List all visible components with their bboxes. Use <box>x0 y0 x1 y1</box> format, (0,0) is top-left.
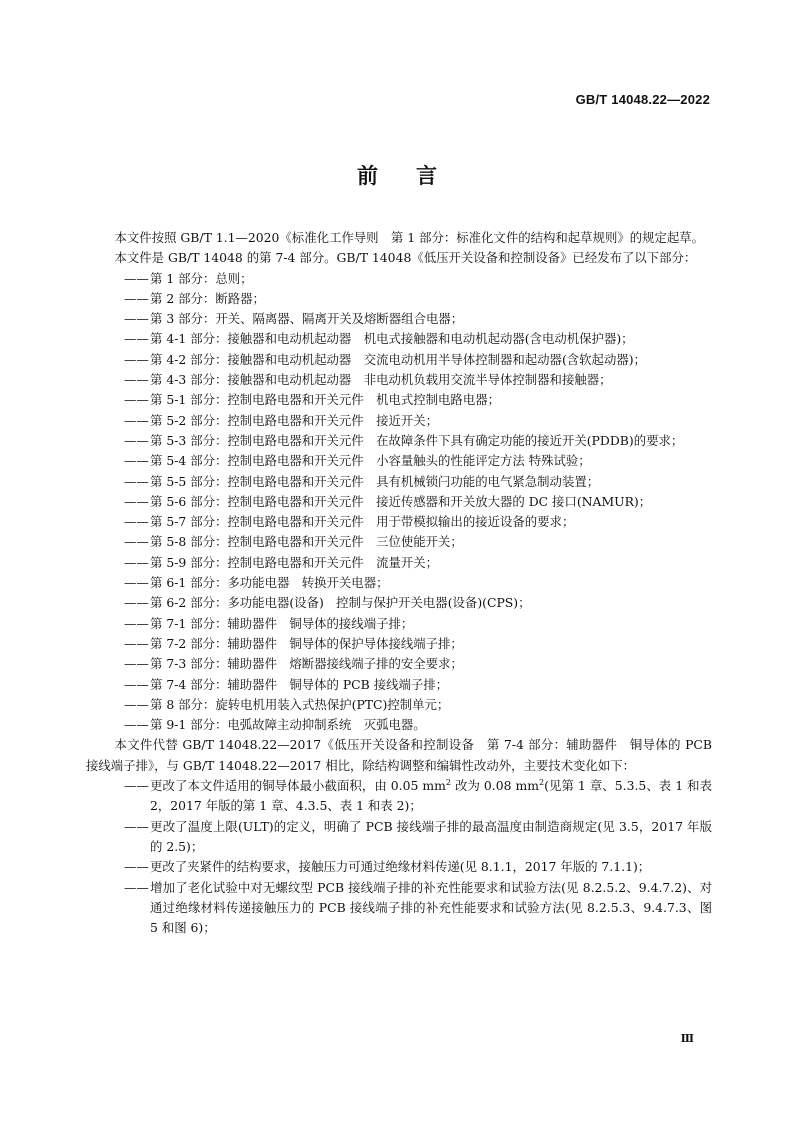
list-item: ——第 5-8 部分：控制电路电器和开关元件 三位使能开关； <box>124 534 463 550</box>
list-item: ——第 6-2 部分：多功能电器(设备) 控制与保护开关电器(设备)(CPS)； <box>124 595 531 611</box>
title-char-1: 前 <box>357 164 378 188</box>
list-item: ——第 5-6 部分：控制电路电器和开关元件 接近传感器和开关放大器的 DC 接口(NAMUR)； <box>124 493 652 509</box>
list-item: ——第 7-4 部分：辅助器件 铜导体的 PCB 接线端子排； <box>124 676 449 692</box>
list-item: ——第 5-7 部分：控制电路电器和开关元件 用于带模拟输出的接近设备的要求； <box>124 514 575 530</box>
change-item: ——更改了夹紧件的结构要求，接触压力可通过绝缘材料传递(见 8.1.1，2017 年版的 7.1.1)； <box>124 859 651 875</box>
list-item: ——第 7-1 部分：辅助器件 铜导体的接线端子排； <box>124 615 414 631</box>
list-item: ——第 5-3 部分：控制电路电器和开关元件 在故障条件下具有确定功能的接近开关(PDDB)的要求； <box>124 432 684 448</box>
standard-number: GB/T 14048.22—2022 <box>575 92 710 107</box>
changes-list <box>86 776 712 938</box>
intro-paragraph-1: 本文件按照 GB/T 1.1—2020《标准化工作导则 第 1 部分：标准化文件的结构和起草规则》的规定起草。 <box>114 230 705 245</box>
page-title <box>0 160 794 190</box>
list-item: ——第 4-2 部分：接触器和电动机起动器 交流电动机用半导体控制器和起动器(含软起动器)； <box>124 351 646 367</box>
list-item: ——第 5-1 部分：控制电路电器和开关元件 机电式控制电路电器； <box>124 392 500 408</box>
list-item: ——第 6-1 部分：多功能电器 转换开关电器； <box>124 575 389 591</box>
list-item: ——第 5-4 部分：控制电路电器和开关元件 小容量触头的性能评定方法 特殊试验； <box>124 453 591 469</box>
change-item: ——更改了本文件适用的铜导体最小截面积，由 0.05 $mm^2$ 改为 0.08 $mm^2$(见第 1 章、5.3.5、表 1 和表 2，2017 年版的第 1 章、4.3.5、表 1 和表 2)； <box>124 777 713 814</box>
parts-list <box>86 269 712 736</box>
list-item: ——第 7-2 部分：辅助器件 铜导体的保护导体接线端子排； <box>124 635 463 651</box>
list-item: ——第 9-1 部分：电弧故障主动抑制系统 灭弧电器。 <box>124 717 426 733</box>
replacement-paragraph: 本文件代替 GB/T 14048.22—2017《低压开关设备和控制设备 第 7-4 部分：辅助器件 铜导体的 PCB 接线端子排》，与 GB/T 14048.22—2017 相比，除结构调整和编辑性改动外，主要技术变化如下： <box>86 737 712 773</box>
list-item: ——第 5-5 部分：控制电路电器和开关元件 具有机械锁闩功能的电气紧急制动装置； <box>124 473 600 489</box>
list-item: ——第 8 部分：旋转电机用装入式热保护(PTC)控制单元； <box>124 696 450 712</box>
list-item: ——第 5-2 部分：控制电路电器和开关元件 接近开关； <box>124 412 439 428</box>
list-item: ——第 1 部分：总则； <box>124 270 253 286</box>
list-item: ——第 3 部分：开关、隔离器、隔离开关及熔断器组合电器； <box>124 311 464 327</box>
list-item: ——第 2 部分：断路器； <box>124 290 265 306</box>
change-item: ——更改了温度上限(ULT)的定义，明确了 PCB 接线端子排的最高温度由制造商规定(见 3.5，2017 年版的 2.5)； <box>124 818 712 854</box>
list-item: ——第 4-1 部分：接触器和电动机起动器 机电式接触器和电动机起动器(含电动机保护器)； <box>124 331 634 347</box>
list-item: ——第 4-3 部分：接触器和电动机起动器 非电动机负载用交流半导体控制器和接触器； <box>124 372 612 388</box>
page-number: Ⅲ <box>680 1032 694 1045</box>
change-item: ——增加了老化试验中对无螺纹型 PCB 接线端子排的补充性能要求和试验方法(见 8.2.5.2、9.4.7.2)、对通过绝缘材料传递接触压力的 PCB 接线端子排的补充性能要求和试验方法(见 8.2.5.3、9.4.7.3、图 5 和图 6)； <box>124 879 712 936</box>
list-item: ——第 5-9 部分：控制电路电器和开关元件 流量开关； <box>124 554 439 570</box>
title-char-2: 言 <box>416 164 437 188</box>
intro-paragraph-2: 本文件是 GB/T 14048 的第 7-4 部分。GB/T 14048《低压开关设备和控制设备》已经发布了以下部分： <box>114 250 697 266</box>
foreword-body <box>86 228 712 938</box>
list-item: ——第 7-3 部分：辅助器件 熔断器接线端子排的安全要求； <box>124 656 463 672</box>
